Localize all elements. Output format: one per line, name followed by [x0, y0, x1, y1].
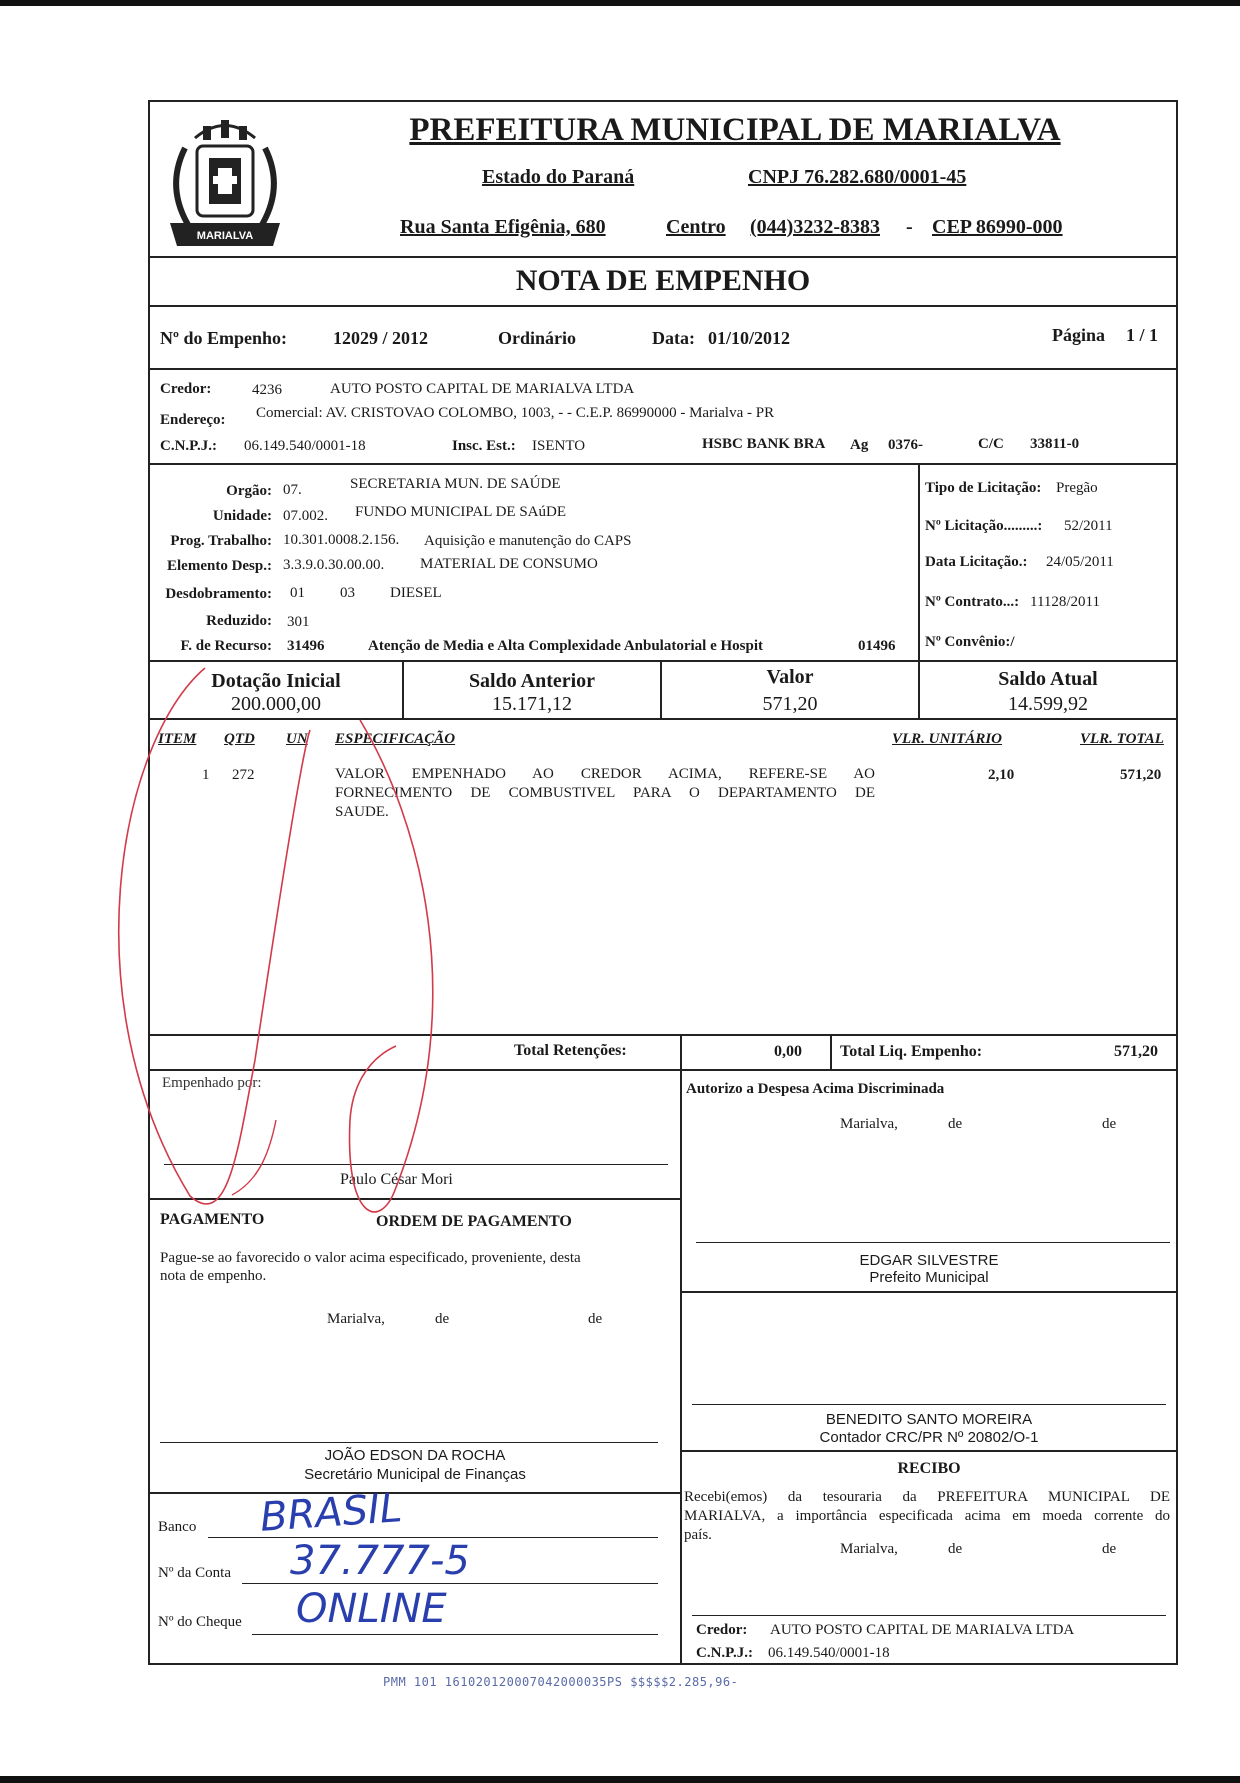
dotacao-value: 200.000,00: [231, 693, 321, 715]
spec-column-header: ESPECIFICAÇÃO: [335, 731, 456, 747]
prog-label: Prog. Trabalho:: [170, 533, 272, 549]
prefeito-name: EDGAR SILVESTRE: [859, 1252, 999, 1269]
saldo-atual-value: 14.599,92: [1008, 693, 1088, 715]
reduzido-label: Reduzido:: [206, 613, 272, 629]
document-title: NOTA DE EMPENHO: [515, 264, 811, 297]
retencoes-value: 0,00: [774, 1043, 802, 1060]
cheque-label: Nº do Cheque: [158, 1614, 242, 1630]
secretario-name: JOÃO EDSON DA ROCHA: [324, 1447, 506, 1464]
saldo-anterior-label: Saldo Anterior: [468, 670, 596, 692]
item-spec-line-1: VALOR EMPENHADO AO CREDOR ACIMA, REFERE-SE AO: [335, 766, 875, 782]
divider: [148, 368, 1178, 370]
qtd-column-header: QTD: [224, 731, 255, 747]
tipo-licitacao-label: Tipo de Licitação:: [925, 480, 1042, 496]
pagamento-text-1: Pague-se ao favorecido o valor acima especificado, proveniente, desta: [160, 1250, 581, 1266]
recibo-city: Marialva,: [840, 1541, 898, 1557]
credor-code: 4236: [252, 382, 282, 398]
agency-label: Ag: [850, 437, 869, 453]
account-label: C/C: [978, 436, 1004, 452]
recibo-credor-name: AUTO POSTO CAPITAL DE MARIALVA LTDA: [770, 1622, 1075, 1638]
municipal-crest-icon: [155, 108, 295, 256]
cnpj-field-label: C.N.P.J.:: [160, 438, 217, 454]
phone-label: (044)3232-8383: [750, 216, 880, 238]
cheque-handwritten: ONLINE: [296, 1586, 447, 1632]
pagamento-de-1: de: [435, 1311, 450, 1327]
address-label: Rua Santa Efigênia, 680: [400, 216, 606, 238]
divider: [680, 1291, 1178, 1293]
item-number: 1: [202, 767, 210, 783]
recibo-cnpj-label: C.N.P.J.:: [696, 1645, 753, 1661]
empenho-date-label: Data:: [652, 328, 695, 348]
elemento-name: MATERIAL DE CONSUMO: [420, 556, 598, 572]
cep-label: CEP 86990-000: [932, 216, 1063, 238]
recibo-text-3: país.: [684, 1527, 712, 1543]
unidade-name: FUNDO MUNICIPAL DE SAúDE: [355, 504, 566, 520]
divider: [148, 660, 1178, 662]
recurso-number: 01496: [858, 638, 896, 654]
unidade-label: Unidade:: [212, 508, 272, 524]
valor-label: Valor: [766, 666, 814, 688]
reduzido-value: 301: [287, 614, 310, 630]
item-spec-line-3: SAUDE.: [335, 804, 389, 820]
item-spec-line-2: FORNECIMENTO DE COMBUSTIVEL PARA O DEPARTAMENTO DE: [335, 785, 875, 801]
item-unit-value: 2,10: [988, 767, 1015, 783]
saldo-anterior-value: 15.171,12: [492, 693, 572, 715]
page-number: 1 / 1: [1126, 325, 1159, 345]
desdobramento-b: 03: [340, 585, 355, 601]
contrato-number: 11128/2011: [1030, 594, 1100, 610]
tipo-licitacao: Pregão: [1056, 480, 1098, 496]
divider: [148, 1069, 1178, 1071]
divider: [148, 463, 1178, 465]
data-licitacao: 24/05/2011: [1046, 554, 1114, 570]
item-column-header: ITEM: [158, 731, 197, 747]
signature-line: [160, 1442, 658, 1443]
pagamento-label: PAGAMENTO: [160, 1211, 265, 1228]
empenhado-label: Empenhado por:: [162, 1075, 262, 1091]
credor-address: Comercial: AV. CRISTOVAO COLOMBO, 1003, - - C.E.P. 86990000 - Marialva - PR: [256, 405, 775, 421]
scan-edge-top: [0, 0, 1240, 6]
item-qtd: 272: [232, 767, 255, 783]
item-total-value: 571,20: [1120, 767, 1162, 783]
empenho-number: 12029 / 2012: [333, 328, 429, 348]
agency-number: 0376-: [888, 437, 923, 453]
insc-label: Insc. Est.:: [452, 438, 516, 454]
page-title: PREFEITURA MUNICIPAL DE MARIALVA: [409, 112, 1061, 148]
licitacao-label: Nº Licitação.........:: [925, 518, 1043, 534]
licitacao-number: 52/2011: [1064, 518, 1113, 534]
signature-line: [692, 1404, 1166, 1405]
divider: [680, 1034, 682, 1665]
elemento-code: 3.3.9.0.30.00.00.: [283, 557, 385, 573]
banco-handwritten: BRASIL: [258, 1485, 404, 1541]
liquid-value: 571,20: [1114, 1043, 1158, 1060]
empenho-number-label: Nº do Empenho:: [160, 328, 287, 348]
desdobramento-label: Desdobramento:: [165, 586, 272, 602]
cheque-line: [252, 1634, 658, 1635]
divider: [148, 305, 1178, 307]
scan-edge-bottom: [0, 1776, 1240, 1783]
credor-label: Credor:: [160, 381, 212, 397]
recibo-de-1: de: [948, 1541, 963, 1557]
recibo-text-1: Recebi(emos) da tesouraria da PREFEITURA MUNICIPAL DE: [684, 1489, 1170, 1505]
recibo-cnpj: 06.149.540/0001-18: [768, 1645, 890, 1661]
credor-cnpj: 06.149.540/0001-18: [244, 438, 366, 454]
recurso-name: Atenção de Media e Alta Complexidade Anbulatorial e Hospit: [368, 638, 763, 654]
payment-stamp: PMM 101 161020120007042000035PS $$$$$2.285,96-: [383, 1675, 739, 1689]
orgao-code: 07.: [283, 482, 302, 498]
orgao-name: SECRETARIA MUN. DE SAÚDE: [350, 476, 561, 492]
divider: [148, 718, 1178, 720]
state-label: Estado do Paraná: [482, 166, 635, 188]
conta-handwritten: 37.777-5: [290, 1538, 470, 1584]
recurso-code: 31496: [287, 638, 325, 654]
secretario-role: Secretário Municipal de Finanças: [304, 1466, 526, 1483]
retencoes-label: Total Retenções:: [514, 1042, 627, 1059]
contador-name: BENEDITO SANTO MOREIRA: [825, 1411, 1033, 1428]
cnpj-label: CNPJ 76.282.680/0001-45: [748, 166, 967, 188]
autorizo-city: Marialva,: [840, 1116, 898, 1132]
prog-name: Aquisição e manutenção do CAPS: [424, 533, 632, 549]
prog-code: 10.301.0008.2.156.: [283, 532, 400, 548]
contador-role: Contador CRC/PR Nº 20802/O-1: [819, 1429, 1039, 1446]
orgao-label: Orgão:: [226, 483, 272, 499]
pagamento-de-2: de: [588, 1311, 603, 1327]
elemento-label: Elemento Desp.:: [167, 558, 272, 574]
signature-line: [696, 1242, 1170, 1243]
svg-text:MARIALVA: MARIALVA: [196, 230, 254, 242]
credor-name: AUTO POSTO CAPITAL DE MARIALVA LTDA: [330, 381, 635, 397]
total-value-column-header: VLR. TOTAL: [1080, 731, 1164, 747]
un-column-header: UN: [286, 731, 308, 747]
district-label: Centro: [666, 216, 726, 238]
contrato-label: Nº Contrato...:: [925, 594, 1020, 610]
recibo-title: RECIBO: [897, 1460, 961, 1477]
account-number: 33811-0: [1030, 436, 1080, 452]
empenho-date: 01/10/2012: [708, 328, 791, 348]
bank-name: HSBC BANK BRA: [702, 436, 826, 452]
unidade-code: 07.002.: [283, 508, 328, 524]
empenho-type: Ordinário: [498, 328, 577, 348]
recibo-credor-label: Credor:: [696, 1622, 748, 1638]
page-label: Página: [1052, 325, 1106, 345]
autorizo-de-2: de: [1102, 1116, 1117, 1132]
recibo-de-2: de: [1102, 1541, 1117, 1557]
address-field-label: Endereço:: [160, 412, 226, 428]
empenhado-name: Paulo César Mori: [340, 1171, 453, 1188]
valor-value: 571,20: [762, 693, 818, 715]
pagamento-text-2: nota de empenho.: [160, 1268, 267, 1284]
signature-line: [692, 1615, 1166, 1616]
desdobramento-name: DIESEL: [390, 585, 442, 601]
data-licitacao-label: Data Licitação.:: [925, 554, 1028, 570]
recurso-label: F. de Recurso:: [180, 638, 272, 654]
liquid-label: Total Liq. Empenho:: [840, 1043, 983, 1060]
divider: [148, 1198, 680, 1200]
unit-value-column-header: VLR. UNITÁRIO: [892, 731, 1003, 747]
recibo-text-2: MARIALVA, a importância especificada acima em moeda corrente do: [684, 1508, 1170, 1524]
conta-label: Nº da Conta: [158, 1565, 231, 1581]
divider: [680, 1450, 1178, 1452]
divider: [148, 1034, 1178, 1036]
convenio-label: Nº Convênio:/: [925, 634, 1015, 650]
insc-value: ISENTO: [532, 438, 586, 454]
prefeito-role: Prefeito Municipal: [869, 1269, 989, 1286]
ordem-pagamento-title: ORDEM DE PAGAMENTO: [376, 1213, 572, 1230]
desdobramento-a: 01: [290, 585, 305, 601]
divider: [830, 1034, 832, 1069]
banco-label: Banco: [158, 1519, 197, 1535]
pagamento-city: Marialva,: [327, 1311, 385, 1327]
signature-line: [164, 1164, 668, 1165]
dotacao-label: Dotação Inicial: [211, 670, 341, 692]
divider: [148, 256, 1178, 258]
saldo-atual-label: Saldo Atual: [998, 668, 1098, 690]
autorizo-de-1: de: [948, 1116, 963, 1132]
autorizo-label: Autorizo a Despesa Acima Discriminada: [686, 1081, 945, 1097]
divider: [148, 1492, 680, 1494]
